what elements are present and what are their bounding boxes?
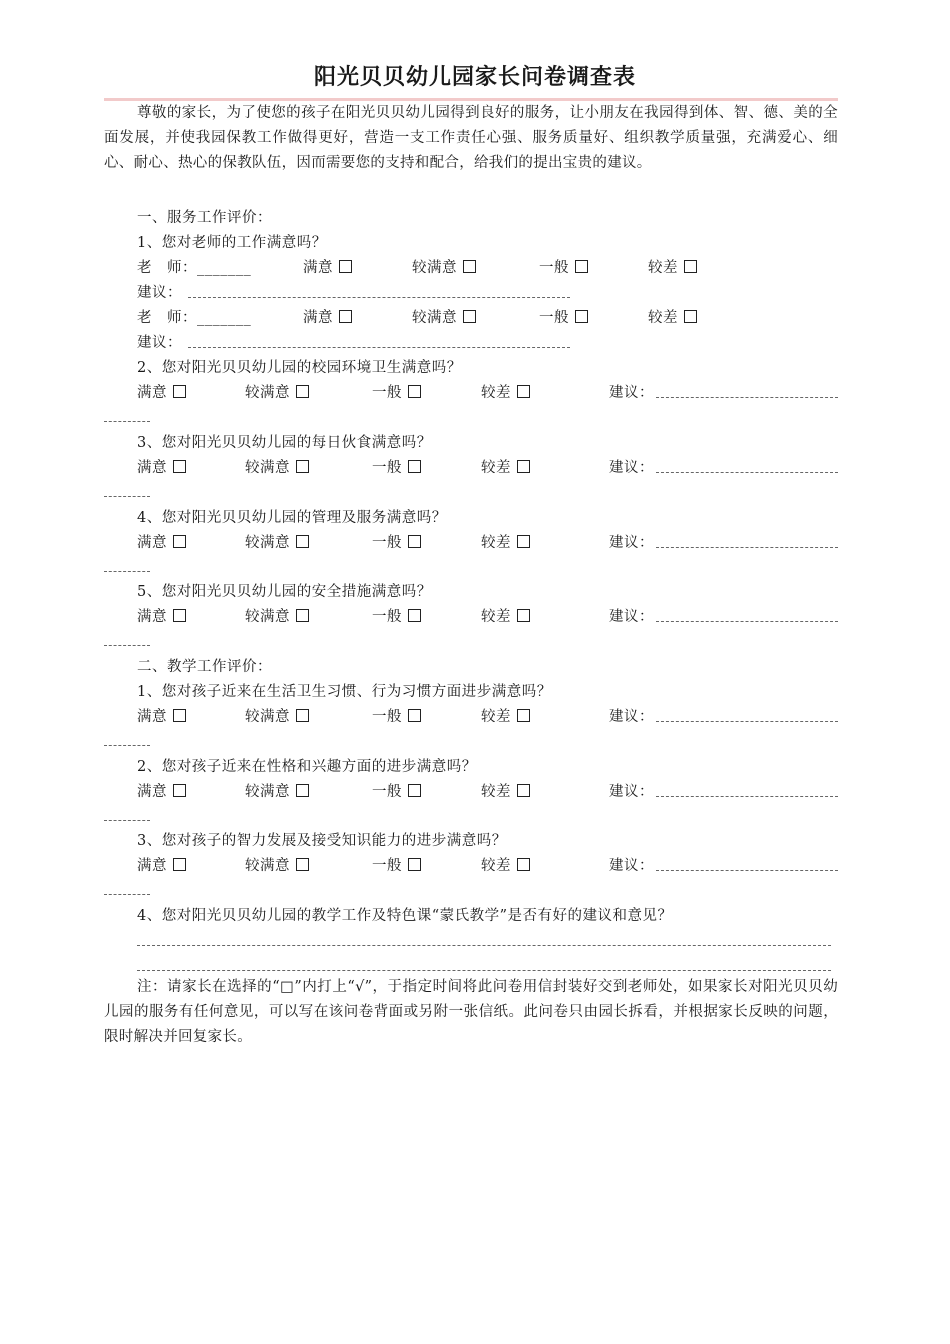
- option-label: 满意: [137, 858, 167, 874]
- checkbox[interactable]: [173, 784, 186, 797]
- option-label: 一般: [372, 784, 402, 800]
- s1q2-option-very[interactable]: [137, 381, 186, 402]
- option-label: 较满意: [245, 784, 290, 800]
- option-label: 一般: [539, 310, 569, 326]
- s1q2-option-poor[interactable]: [481, 381, 530, 402]
- s1q4-suggest-label: 建议：: [609, 535, 654, 551]
- s1q5-suggest-input[interactable]: [656, 621, 838, 622]
- option-label: 较满意: [245, 609, 290, 625]
- s2q1-option-average[interactable]: [372, 705, 421, 726]
- s1-question-2: 2、您对阳光贝贝幼儿园的校园环境卫生满意吗？: [137, 360, 462, 376]
- s1q5-option-poor[interactable]: [481, 605, 530, 626]
- checkbox[interactable]: [463, 260, 476, 273]
- option-label: 一般: [372, 385, 402, 401]
- option-label: 满意: [137, 385, 167, 401]
- checkbox[interactable]: [575, 310, 588, 323]
- checkbox[interactable]: [296, 385, 309, 398]
- intro-paragraph: 尊敬的家长，为了使您的孩子在阳光贝贝幼儿园得到良好的服务，让小朋友在我园得到体、智、德、美的全面发展，并使我园保教工作做得更好，营造一支工作责任心强、服务质量好、组织教学质量强，充满爱心、细心、耐心、热心的保教队伍，因而需要您的支持和配合，给我们的提出宝贵的建议。: [104, 105, 838, 171]
- checkbox[interactable]: [296, 858, 309, 871]
- teacher2-option-very[interactable]: [303, 306, 352, 327]
- s2q1-suggest-input[interactable]: [656, 721, 838, 722]
- option-label: 较满意: [245, 460, 290, 476]
- checkbox[interactable]: [339, 310, 352, 323]
- checkbox[interactable]: [684, 310, 697, 323]
- checkbox[interactable]: [408, 385, 421, 398]
- s2q3-option-fairly[interactable]: [245, 854, 309, 875]
- s1q4-option-average[interactable]: [372, 531, 421, 552]
- checkbox[interactable]: [408, 784, 421, 797]
- option-label: 较差: [481, 609, 511, 625]
- s2q2-suggest-input-cont[interactable]: [104, 820, 150, 821]
- s2q3-suggest-input[interactable]: [656, 870, 838, 871]
- checkbox[interactable]: [339, 260, 352, 273]
- checkbox[interactable]: [517, 385, 530, 398]
- checkbox[interactable]: [517, 858, 530, 871]
- option-label: 满意: [303, 310, 333, 326]
- s1q3-suggest-input-cont[interactable]: [104, 496, 150, 497]
- s1q2-option-average[interactable]: [372, 381, 421, 402]
- s1q3-option-average[interactable]: [372, 456, 421, 477]
- s2q1-suggest-label: 建议：: [609, 709, 654, 725]
- option-label: 一般: [539, 260, 569, 276]
- checkbox[interactable]: [296, 784, 309, 797]
- s1q2-option-fairly[interactable]: [245, 381, 309, 402]
- checkbox[interactable]: [173, 858, 186, 871]
- option-label: 较差: [481, 858, 511, 874]
- s1q4-suggest-input[interactable]: [656, 547, 838, 548]
- checkbox[interactable]: [408, 858, 421, 871]
- option-label: 满意: [137, 709, 167, 725]
- teacher1-option-very[interactable]: [303, 256, 352, 277]
- option-label: 满意: [303, 260, 333, 276]
- s2q1-option-very[interactable]: [137, 705, 186, 726]
- teacher1-option-fairly[interactable]: [412, 256, 476, 277]
- teacher1-option-average[interactable]: [539, 256, 588, 277]
- checkbox[interactable]: [296, 709, 309, 722]
- s1q2-suggest-input[interactable]: [656, 397, 838, 398]
- s2q1-option-fairly[interactable]: [245, 705, 309, 726]
- checkbox[interactable]: [296, 460, 309, 473]
- teacher-name-field-1[interactable]: 老 师：_______: [137, 260, 252, 276]
- option-label: 满意: [137, 784, 167, 800]
- s2q3-option-average[interactable]: [372, 854, 421, 875]
- teacher2-option-poor[interactable]: [648, 306, 697, 327]
- s1q4-suggest-input-cont[interactable]: [104, 571, 150, 572]
- checkbox[interactable]: [517, 535, 530, 548]
- teacher2-option-average[interactable]: [539, 306, 588, 327]
- s2q4-answer-line-1[interactable]: [137, 945, 831, 946]
- s1q5-suggest-input-cont[interactable]: [104, 645, 150, 646]
- footer-note: 注：请家长在选择的“□”内打上“√”，于指定时间将此问卷用信封装好交到老师处，如果家长对阳光贝贝幼儿园的服务有任何意见，可以写在该问卷背面或另附一张信纸。此问卷只由园长拆看，并根据家长反映的问题，限时解决并回复家长。: [104, 979, 838, 1045]
- teacher1-option-poor[interactable]: [648, 256, 697, 277]
- teacher-name-field-2[interactable]: 老 师：_______: [137, 310, 252, 326]
- checkbox[interactable]: [575, 260, 588, 273]
- option-label: 较差: [481, 385, 511, 401]
- checkbox[interactable]: [517, 460, 530, 473]
- s2q3-suggest-input-cont[interactable]: [104, 894, 150, 895]
- s1q3-option-poor[interactable]: [481, 456, 530, 477]
- option-label: 较满意: [412, 260, 457, 276]
- s2q4-answer-line-2[interactable]: [137, 970, 831, 971]
- s2-question-4: 4、您对阳光贝贝幼儿园的教学工作及特色课“蒙氏教学”是否有好的建议和意见？: [137, 908, 673, 924]
- s1q5-option-fairly[interactable]: [245, 605, 309, 626]
- option-label: 较满意: [245, 709, 290, 725]
- teacher1-suggest-input[interactable]: [188, 297, 570, 298]
- option-label: 较差: [481, 709, 511, 725]
- option-label: 较满意: [245, 535, 290, 551]
- checkbox[interactable]: [408, 535, 421, 548]
- teacher2-suggest-label: 建议：: [137, 335, 182, 351]
- s2-question-2: 2、您对孩子近来在性格和兴趣方面的进步满意吗？: [137, 759, 477, 775]
- option-label: 一般: [372, 460, 402, 476]
- s2q2-option-average[interactable]: [372, 780, 421, 801]
- checkbox[interactable]: [517, 609, 530, 622]
- checkbox[interactable]: [173, 709, 186, 722]
- s1-question-5: 5、您对阳光贝贝幼儿园的安全措施满意吗？: [137, 584, 432, 600]
- option-label: 一般: [372, 709, 402, 725]
- option-label: 一般: [372, 858, 402, 874]
- checkbox[interactable]: [296, 609, 309, 622]
- s1-question-4: 4、您对阳光贝贝幼儿园的管理及服务满意吗？: [137, 510, 447, 526]
- s2q3-option-poor[interactable]: [481, 854, 530, 875]
- option-label: 一般: [372, 609, 402, 625]
- checkbox[interactable]: [173, 609, 186, 622]
- teacher2-option-fairly[interactable]: [412, 306, 476, 327]
- section1-heading: 一、服务工作评价：: [137, 210, 272, 226]
- s2q2-suggest-label: 建议：: [609, 784, 654, 800]
- s1q4-option-fairly[interactable]: [245, 531, 309, 552]
- s2q1-suggest-input-cont[interactable]: [104, 745, 150, 746]
- checkbox[interactable]: [173, 460, 186, 473]
- s2q2-option-poor[interactable]: [481, 780, 530, 801]
- s1q3-option-fairly[interactable]: [245, 456, 309, 477]
- s2q1-option-poor[interactable]: [481, 705, 530, 726]
- checkbox[interactable]: [173, 385, 186, 398]
- s1q5-option-very[interactable]: [137, 605, 186, 626]
- s1q5-option-average[interactable]: [372, 605, 421, 626]
- teacher1-suggest-label: 建议：: [137, 285, 182, 301]
- s1q5-suggest-label: 建议：: [609, 609, 654, 625]
- s1q3-option-very[interactable]: [137, 456, 186, 477]
- s2q2-option-fairly[interactable]: [245, 780, 309, 801]
- option-label: 较差: [481, 460, 511, 476]
- checkbox[interactable]: [408, 609, 421, 622]
- checkbox[interactable]: [173, 535, 186, 548]
- s2q2-option-very[interactable]: [137, 780, 186, 801]
- s1-question-1: 1、您对老师的工作满意吗？: [137, 235, 327, 251]
- s1q3-suggest-input[interactable]: [656, 472, 838, 473]
- s1q4-option-very[interactable]: [137, 531, 186, 552]
- page-title: 阳光贝贝幼儿园家长问卷调查表: [313, 65, 636, 90]
- s2q3-suggest-label: 建议：: [609, 858, 654, 874]
- s2-question-1: 1、您对孩子近来在生活卫生习惯、行为习惯方面进步满意吗？: [137, 684, 552, 700]
- option-label: 满意: [137, 535, 167, 551]
- option-label: 满意: [137, 609, 167, 625]
- option-label: 较满意: [245, 858, 290, 874]
- option-label: 较差: [648, 260, 678, 276]
- s1q3-suggest-label: 建议：: [609, 460, 654, 476]
- checkbox[interactable]: [684, 260, 697, 273]
- section2-heading: 二、教学工作评价：: [137, 659, 272, 675]
- checkbox[interactable]: [463, 310, 476, 323]
- option-label: 较满意: [412, 310, 457, 326]
- option-label: 一般: [372, 535, 402, 551]
- checkbox[interactable]: [296, 535, 309, 548]
- checkbox[interactable]: [408, 709, 421, 722]
- s1q4-option-poor[interactable]: [481, 531, 530, 552]
- checkbox[interactable]: [517, 709, 530, 722]
- s2q2-suggest-input[interactable]: [656, 796, 838, 797]
- checkbox[interactable]: [408, 460, 421, 473]
- option-label: 较差: [648, 310, 678, 326]
- teacher2-suggest-input[interactable]: [188, 347, 570, 348]
- s1-question-3: 3、您对阳光贝贝幼儿园的每日伙食满意吗？: [137, 435, 432, 451]
- s1q2-suggest-label: 建议：: [609, 385, 654, 401]
- option-label: 较满意: [245, 385, 290, 401]
- option-label: 较差: [481, 784, 511, 800]
- s2-question-3: 3、您对孩子的智力发展及接受知识能力的进步满意吗？: [137, 833, 507, 849]
- checkbox[interactable]: [517, 784, 530, 797]
- s2q3-option-very[interactable]: [137, 854, 186, 875]
- s1q2-suggest-input-cont[interactable]: [104, 421, 150, 422]
- option-label: 满意: [137, 460, 167, 476]
- option-label: 较差: [481, 535, 511, 551]
